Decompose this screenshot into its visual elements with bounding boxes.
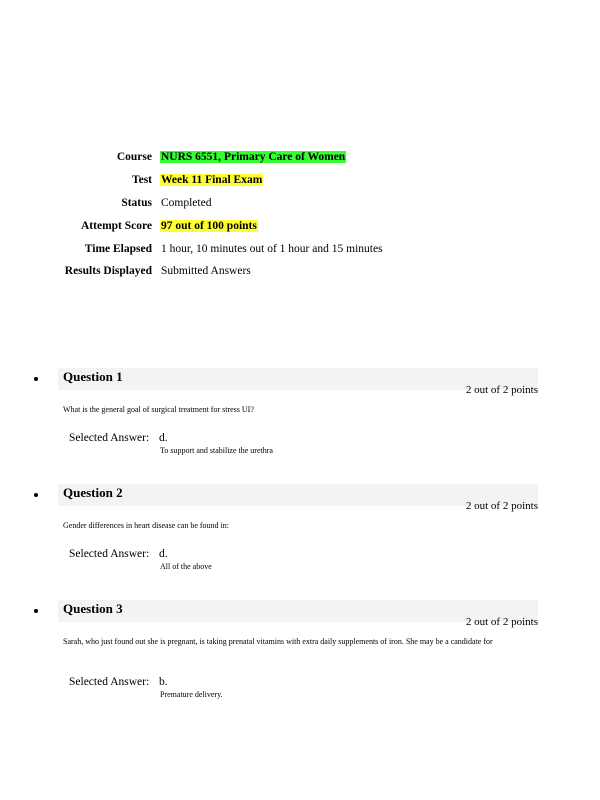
summary-row-test	[64, 169, 484, 192]
summary-row-status	[64, 192, 484, 215]
time-elapsed-value: 1 hour, 10 minutes out of 1 hour and 15 minutes	[161, 242, 383, 255]
selected-answer	[69, 548, 168, 560]
attempt-summary	[64, 146, 484, 283]
selected-answer-label: Selected Answer:	[69, 676, 150, 688]
bullet-icon	[34, 493, 38, 497]
summary-row-time	[64, 237, 484, 260]
summary-row-score	[64, 214, 484, 237]
answer-text: All of the above	[160, 562, 212, 571]
bullet-icon	[34, 609, 38, 613]
question-points: 2 out of 2 points	[465, 616, 538, 628]
status-value: Completed	[161, 196, 212, 209]
test-value: Week 11 Final Exam	[161, 174, 263, 187]
summary-label: Results Displayed	[64, 265, 152, 278]
attempt-score-value: 97 out of 100 points	[161, 219, 257, 232]
selected-answer	[69, 432, 168, 444]
question-title: Question 3	[63, 601, 123, 616]
selected-answer-label: Selected Answer:	[69, 432, 150, 444]
answer-text: To support and stabilize the urethra	[160, 446, 273, 455]
summary-label: Status	[121, 196, 152, 209]
question-block	[34, 484, 538, 584]
summary-row-results	[64, 260, 484, 283]
question-text: Gender differences in heart disease can be found in:	[63, 521, 230, 530]
answer-letter: d.	[159, 432, 168, 444]
answer-letter: d.	[159, 548, 168, 560]
question-title: Question 1	[63, 369, 123, 384]
bullet-icon	[34, 377, 38, 381]
answer-text: Premature delivery.	[160, 690, 223, 699]
question-block	[34, 368, 538, 468]
question-points: 2 out of 2 points	[465, 500, 538, 512]
question-points: 2 out of 2 points	[465, 384, 538, 396]
question-title: Question 2	[63, 485, 123, 500]
summary-label: Test	[131, 174, 152, 187]
summary-row-course	[64, 146, 484, 169]
selected-answer	[69, 676, 168, 688]
summary-label: Attempt Score	[81, 219, 152, 232]
question-text: Sarah, who just found out she is pregnant, is taking prenatal vitamins with extra daily supplements of iron. She may be a candidate for	[63, 637, 493, 646]
answer-letter: b.	[159, 676, 168, 688]
course-value: NURS 6551, Primary Care of Women	[161, 151, 346, 164]
summary-label: Time Elapsed	[84, 242, 152, 255]
selected-answer-label: Selected Answer:	[69, 548, 150, 560]
results-displayed-value: Submitted Answers	[161, 265, 251, 278]
question-text: What is the general goal of surgical treatment for stress UI?	[63, 405, 254, 414]
question-block	[34, 600, 538, 710]
summary-label: Course	[116, 151, 152, 164]
